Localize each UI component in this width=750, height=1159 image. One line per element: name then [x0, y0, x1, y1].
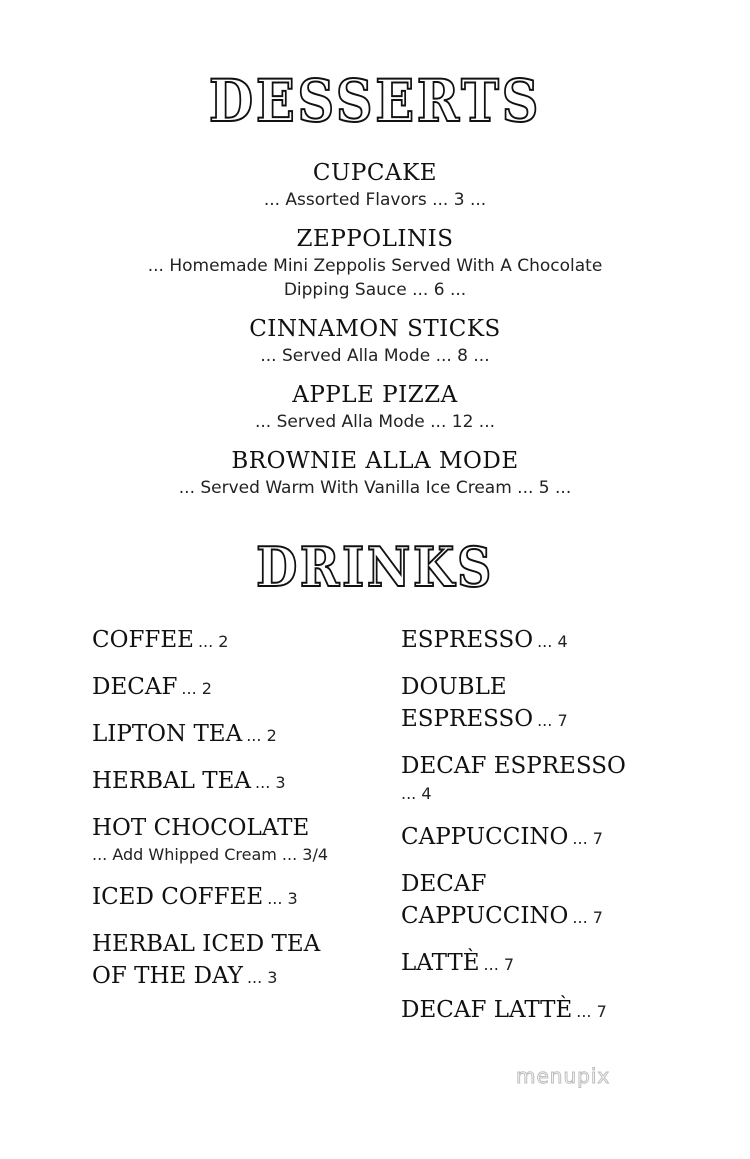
- drink-price: ... 3: [255, 773, 286, 792]
- drink-name: LATTÈ: [401, 950, 480, 976]
- drinks-left-column: [92, 624, 362, 1007]
- dessert-name: BROWNIE ALLA MODE: [231, 448, 519, 474]
- drink-price: ... 3: [246, 968, 278, 987]
- menupix-watermark: menupix: [516, 1064, 611, 1088]
- dessert-description: ... Served Warm With Vanilla Ice Cream ... 5 ...: [178, 478, 572, 498]
- drink-name: COFFEE: [92, 627, 194, 653]
- drink-price: ... 4: [401, 784, 432, 803]
- dessert-description: ... Homemade Mini Zeppolis Served With A Chocolate Dipping Sauce ... 6 ...: [147, 256, 603, 300]
- drink-name: DECAF CAPPUCCINO: [401, 871, 569, 929]
- drink-name: HERBAL ICED TEA OF THE DAY: [92, 931, 321, 989]
- drink-price: ... 7: [572, 908, 603, 927]
- drink-name: ICED COFFEE: [92, 884, 264, 910]
- drink-item-espresso: [401, 624, 661, 656]
- drink-price: ... 7: [572, 829, 603, 848]
- dessert-item-apple-pizza: [100, 380, 650, 434]
- dessert-item-brownie-alla-mode: [100, 446, 650, 500]
- drink-name: DECAF: [92, 674, 178, 700]
- dessert-item-zeppolinis: [100, 224, 650, 302]
- drink-price: ... 2: [246, 726, 277, 745]
- drink-item-cappuccino: [401, 821, 661, 853]
- dessert-name: CUPCAKE: [312, 160, 438, 186]
- drink-name: HOT CHOCOLATE: [92, 815, 310, 841]
- drink-price: ... 7: [537, 711, 568, 730]
- dessert-name: APPLE PIZZA: [292, 382, 458, 408]
- drink-item-lipton-tea: [92, 718, 362, 750]
- drink-price: ... 2: [197, 632, 229, 651]
- dessert-name: ZEPPOLINIS: [296, 226, 454, 252]
- drink-item-decaf-cappuccino: [401, 868, 661, 932]
- drink-name: DECAF LATTÈ: [401, 997, 573, 1023]
- drink-name: CAPPUCCINO: [401, 824, 569, 850]
- drink-description: ... Add Whipped Cream ... 3/4: [92, 845, 329, 864]
- drink-item-coffee: [92, 624, 362, 656]
- drink-price: ... 2: [181, 679, 212, 698]
- dessert-name: CINNAMON STICKS: [249, 316, 501, 342]
- drink-item-herbal-tea: [92, 765, 362, 797]
- drink-name: HERBAL TEA: [92, 768, 252, 794]
- drink-item-double-espresso: [401, 671, 661, 735]
- drink-item-hot-chocolate: [92, 812, 362, 866]
- desserts-heading: DESSERTS: [208, 67, 542, 135]
- dessert-description: ... Assorted Flavors ... 3 ...: [263, 190, 487, 210]
- drink-name: LIPTON TEA: [92, 721, 243, 747]
- drink-item-decaf-latte: [401, 994, 661, 1026]
- drinks-right-column: [401, 624, 661, 1041]
- dessert-item-cinnamon-sticks: [100, 314, 650, 368]
- drink-price: ... 4: [537, 632, 568, 651]
- drink-item-decaf: [92, 671, 362, 703]
- dessert-description: ... Served Alla Mode ... 8 ...: [260, 346, 490, 366]
- drink-name: ESPRESSO: [401, 627, 534, 653]
- drinks-heading: DRINKS: [256, 535, 494, 599]
- drink-price: ... 7: [483, 955, 515, 974]
- drink-name: DECAF ESPRESSO: [401, 753, 626, 779]
- drink-item-herbal-iced-tea: [92, 928, 362, 992]
- drink-item-latte: [401, 947, 661, 979]
- drink-price: ... 3: [267, 889, 298, 908]
- drink-item-decaf-espresso: [401, 750, 661, 806]
- dessert-list: [100, 158, 650, 500]
- dessert-description: ... Served Alla Mode ... 12 ...: [254, 412, 496, 432]
- drink-price: ... 7: [576, 1002, 607, 1021]
- drink-item-iced-coffee: [92, 881, 362, 913]
- dessert-item-cupcake: [100, 158, 650, 212]
- drink-name: DOUBLE ESPRESSO: [401, 674, 534, 732]
